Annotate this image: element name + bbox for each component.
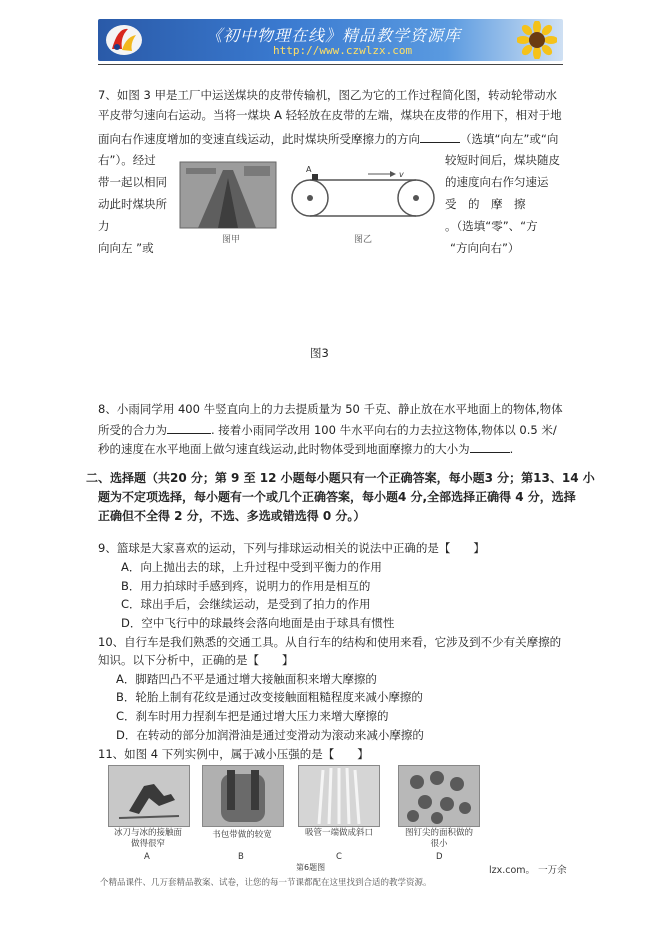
section-2-heading-line-1: 二、选择题（共20 分；第 9 至 12 小题每小题只有一个正确答案，每小题3 分；第13、14 小	[86, 471, 595, 485]
q11-photo-b-letter: B	[238, 852, 244, 862]
q7-line-2: 平皮带匀速向右运动。当将一煤块 A 轻轻放在皮带的左端，煤块在皮带的作用下，相对于地	[98, 108, 562, 122]
figure-3-point-label: A	[306, 165, 312, 174]
figure-3	[178, 160, 446, 250]
section-2-heading-line-3: 正确但不全得 2 分，不选、多选或错选得 0 分。）	[98, 509, 366, 523]
figure-4-caption: 第6题图	[296, 863, 326, 872]
q11-stem: 11、如图 4 下列实例中，属于减小压强的是【 】	[98, 747, 369, 761]
footer-text: 个精品课件、几万套精品教案、试卷，让您的每一节课都配在这里找到合适的教学资源。	[100, 878, 432, 888]
q11-photo-b[interactable]	[202, 765, 284, 827]
site-logo-icon	[104, 23, 144, 57]
figure-3-caption: 图3	[310, 346, 329, 360]
ice-skate-icon	[109, 766, 189, 826]
q8-line-2-text: 所受的合力为	[98, 423, 167, 437]
q7-line-7-right: 。（选填“零”、“方	[445, 219, 538, 233]
q10-option-c[interactable]: C．刹车时用力捏刹车把是通过增大压力来增大摩擦的	[116, 709, 389, 723]
q8-line-2	[98, 421, 557, 438]
q9-stem: 9、篮球是大家喜欢的运动，下列与排球运动相关的说法中正确的是【 】	[98, 541, 485, 555]
q8-answer-blank-2[interactable]	[470, 440, 510, 453]
q7-line-3-tail: （选填“向左”或“向	[460, 132, 559, 146]
q10-option-a[interactable]: A．脚踏凹凸不平是通过增大接触面积来增大摩擦的	[116, 672, 377, 686]
figure-3-left-label: 图甲	[222, 235, 241, 245]
q7-line-3	[98, 130, 558, 147]
drinking-straw-icon	[299, 766, 379, 826]
q11-photo-b-caption: 书包带做的较宽	[212, 830, 272, 840]
q9-option-a[interactable]: A．向上抛出去的球，上升过程中受到平衡力的作用	[121, 560, 382, 574]
q7-answer-blank-1[interactable]	[420, 130, 460, 143]
q7-line-8-left: 向向左 ”或	[98, 241, 154, 255]
q10-stem-line-1: 10、自行车是我们熟悉的交通工具。从自行车的结构和使用来看，它涉及到不少有关摩擦的	[98, 635, 562, 649]
q7-line-1: 7、如图 3 甲是工厂中运送煤块的皮带传输机，图乙为它的工作过程简化图，转动轮带动水	[98, 88, 557, 102]
q7-line-5-right: 的速度向右作匀速运	[445, 175, 549, 189]
q7-line-6-left: 动此时煤块所	[98, 197, 167, 211]
q9-option-b[interactable]: B．用力拍球时手感到疼，说明力的作用是相互的	[121, 579, 371, 593]
q8-answer-blank-1[interactable]	[167, 421, 211, 434]
q10-option-b[interactable]: B．轮胎上制有花纹是通过改变接触面粗糙程度来减小摩擦的	[116, 690, 423, 704]
q9-option-d[interactable]: D．空中飞行中的球最终会落向地面是由于球具有惯性	[121, 616, 395, 630]
q7-line-4-left: 右”）。经过	[98, 153, 156, 167]
q11-photo-a[interactable]	[108, 765, 190, 827]
q11-photo-c[interactable]	[298, 765, 380, 827]
thumbtack-icon	[399, 766, 479, 826]
q8-line-3	[98, 440, 513, 457]
conveyor-diagram	[292, 171, 434, 216]
q8-line-3-tail: .	[509, 442, 514, 456]
q7-line-6-right: 受 的 摩 擦	[445, 197, 526, 211]
q7-line-4-right: 较短时间后，煤块随皮	[445, 153, 560, 167]
banner-url[interactable]: http://www.czwlzx.com	[273, 44, 413, 57]
banner-title: 《初中物理在线》精品教学资源库	[206, 26, 462, 45]
q8-line-1: 8、小雨同学用 400 牛竖直向上的力去提质量为 50 千克、静止放在水平地面上的物体,物体	[98, 402, 563, 416]
figure-3-right-label: 图乙	[354, 235, 373, 245]
section-2-heading-line-2: 题为不定项选择，每小题有一个或几个正确答案，每小题4 分,全部选择正确得 4 分，选择	[98, 490, 576, 504]
q11-photo-c-caption: 吸管一端做成斜口	[304, 828, 373, 838]
header-divider	[98, 64, 563, 65]
q7-line-5-left: 带一起以相同	[98, 175, 167, 189]
figure-3-photo	[180, 162, 276, 228]
q10-stem-line-2: 知识。以下分析中，正确的是【 】	[98, 653, 294, 667]
footer-right-text: lzx.com。 一万余	[489, 865, 567, 876]
q11-photo-d-caption: 图钉尖的面积做的很小	[404, 828, 473, 849]
q8-line-2-tail: . 接着小雨同学改用 100 牛水平向右的力去拉这物体,物体以 0.5 米/	[211, 423, 557, 437]
q7-line-7-left: 力	[98, 219, 110, 233]
q7-line-8-right: “方向向右”）	[450, 241, 520, 255]
q9-option-c[interactable]: C．球出手后，会继续运动，是受到了拍力的作用	[121, 597, 371, 611]
sunflower-icon	[517, 21, 557, 59]
header-banner	[98, 19, 563, 61]
q10-option-d[interactable]: D．在转动的部分加润滑油是通过变滑动为滚动来减小摩擦的	[116, 728, 424, 742]
figure-3-velocity-label: v	[399, 170, 404, 179]
q11-photo-d[interactable]	[398, 765, 480, 827]
q11-photo-a-letter: A	[144, 852, 150, 862]
q8-line-3-text: 秒的速度在水平地面上做匀速直线运动,此时物体受到地面摩擦力的大小为	[98, 442, 470, 456]
q7-line-3-text: 面向右作速度增加的变速直线运动，此时煤块所受摩擦力的方向	[98, 132, 420, 146]
q11-photo-c-letter: C	[336, 852, 342, 862]
q11-photo-d-letter: D	[436, 852, 443, 862]
backpack-icon	[203, 766, 283, 826]
q11-photo-a-caption: 冰刀与冰的接触面做得很窄	[113, 828, 182, 849]
